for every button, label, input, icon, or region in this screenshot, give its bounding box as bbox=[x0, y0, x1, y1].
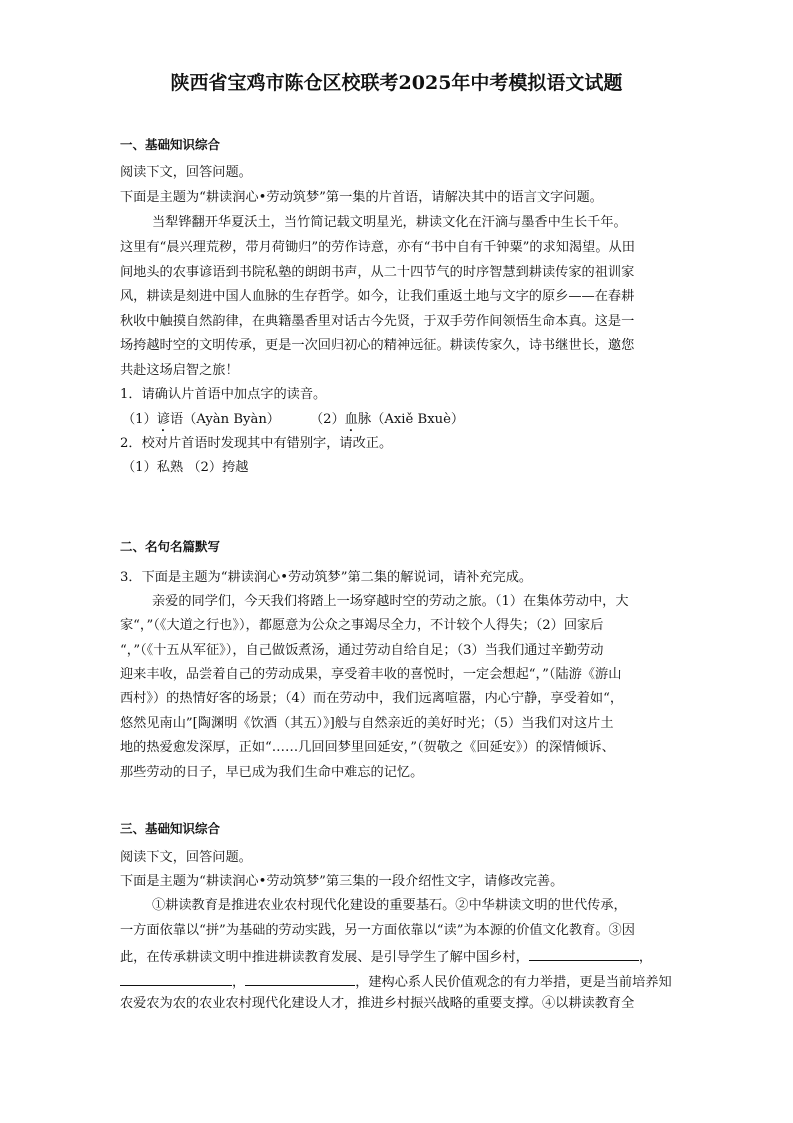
answer-blank[interactable] bbox=[245, 973, 355, 986]
question-2-items: （1）私熟 （2）挎越 bbox=[122, 460, 249, 475]
dotted-character: 血 bbox=[344, 412, 358, 427]
passage-text: ，建构心系人民价值观念的有力举措，更是当前培养知 bbox=[355, 975, 672, 990]
option-1-number: （1） bbox=[122, 412, 157, 427]
passage-line: 这里有“晨兴理荒秽，带月荷锄归”的劳作诗意，亦有“书中自有千钟粟”的求知渴望。从田 bbox=[120, 240, 635, 255]
answer-blank[interactable] bbox=[529, 948, 639, 961]
passage-line: 一方面依靠以“拼”为基础的劳动实践，另一方面依靠以“读”为本源的价值文化教育。③因 bbox=[120, 923, 635, 938]
document-title: 陕西省宝鸡市陈仓区校联考2025年中考模拟语文试题 bbox=[170, 72, 623, 94]
passage-text: ， bbox=[638, 950, 652, 965]
passage-line: 家“，”（《大道之行也》），都愿意为公众之事竭尽全力，不计较个人得失；（2）回家后 bbox=[120, 618, 604, 633]
passage-line: 迎来丰收，品尝着自己的劳动成果，享受着丰收的喜悦时，一定会想起“，”（陆游《游山 bbox=[120, 667, 622, 682]
option-2-number: （2） bbox=[310, 412, 345, 427]
question-1-options bbox=[122, 412, 464, 435]
passage-line: ①耕读教育是推进农业农村现代化建设的重要基石。②中华耕读文明的世代传承， bbox=[152, 898, 627, 913]
instruction-text: 阅读下文，回答问题。 bbox=[120, 850, 252, 865]
passage-text: ， bbox=[232, 975, 246, 990]
passage-line: 西村》）的热情好客的场景；（4）而在劳动中，我们远离喧嚣，内心宁静，享受着如“， bbox=[120, 691, 624, 706]
section-heading-2: 二、名句名篇默写 bbox=[120, 539, 221, 554]
dotted-character: 谚 bbox=[156, 412, 170, 427]
section-heading-3: 三、基础知识综合 bbox=[120, 821, 221, 836]
section-heading-1: 一、基础知识综合 bbox=[120, 137, 221, 152]
passage-line: 当犁铧翻开华夏沃土，当竹简记载文明星光，耕读文化在汗滴与墨香中生长千年。 bbox=[152, 215, 627, 230]
passage-line: 地的热爱愈发深厚，正如“……几回回梦里回延安，”（贺敬之《回延安》）的深情倾诉、 bbox=[120, 740, 615, 755]
passage-line: “，”（《十五从军征》），自己做饭煮汤，通过劳动自给自足；（3）当我们通过辛勤劳动 bbox=[120, 643, 604, 658]
intro-text: 下面是主题为“耕读润心•劳动筑梦”第三集的一段介绍性文字，请修改完善。 bbox=[120, 874, 564, 889]
passage-text: 此，在传承耕读文明中推进耕读教育发展、是引导学生了解中国乡村， bbox=[120, 950, 529, 965]
question-1-stem: 1．请确认片首语中加点字的读音。 bbox=[120, 387, 327, 402]
passage-line: 场挎越时空的文明传承，更是一次回归初心的精神远征。耕读传家久，诗书继世长，邀您 bbox=[120, 338, 635, 353]
option-2-text: 脉（Axiě Bxuè） bbox=[357, 412, 465, 427]
passage-line: 亲爱的同学们，今天我们将踏上一场穿越时空的劳动之旅。（1）在集体劳动中，大 bbox=[152, 594, 629, 609]
passage-line: 共赴这场启智之旅！ bbox=[120, 363, 239, 378]
answer-blank[interactable] bbox=[120, 973, 232, 986]
passage-line: 悠然见南山”[陶渊明《饮酒（其五）》]般与自然亲近的美好时光；（5）当我们对这片土 bbox=[120, 716, 614, 731]
passage-line bbox=[120, 973, 672, 989]
option-1-text: 语（Ayàn Byàn） bbox=[169, 412, 280, 427]
question-3-stem: 3．下面是主题为“耕读润心•劳动筑梦”第二集的解说词，请补充完成。 bbox=[120, 570, 533, 585]
passage-line: 风，耕读是刻进中国人血脉的生存哲学。如今，让我们重返土地与文字的原乡——在春耕 bbox=[120, 289, 635, 304]
passage-line: 那些劳动的日子，早已成为我们生命中难忘的记忆。 bbox=[120, 765, 424, 780]
passage-line: 农爱农为农的农业农村现代化建设人才，推进乡村振兴战略的重要支撑。④以耕读教育全 bbox=[120, 996, 635, 1011]
passage-line: 间地头的农事谚语到书院私塾的朗朗书声，从二十四节气的时序智慧到耕读传家的祖训家 bbox=[120, 265, 635, 280]
intro-text: 下面是主题为“耕读润心•劳动筑梦”第一集的片首语，请解决其中的语言文字问题。 bbox=[120, 190, 603, 205]
passage-line bbox=[120, 948, 652, 964]
question-2-stem: 2．校对片首语时发现其中有错别字，请改正。 bbox=[120, 436, 393, 451]
instruction-text: 阅读下文，回答问题。 bbox=[120, 165, 252, 180]
passage-line: 秋收中触摸自然韵律，在典籍墨香里对话古今先贤，于双手劳作间领悟生命本真。这是一 bbox=[120, 314, 635, 329]
